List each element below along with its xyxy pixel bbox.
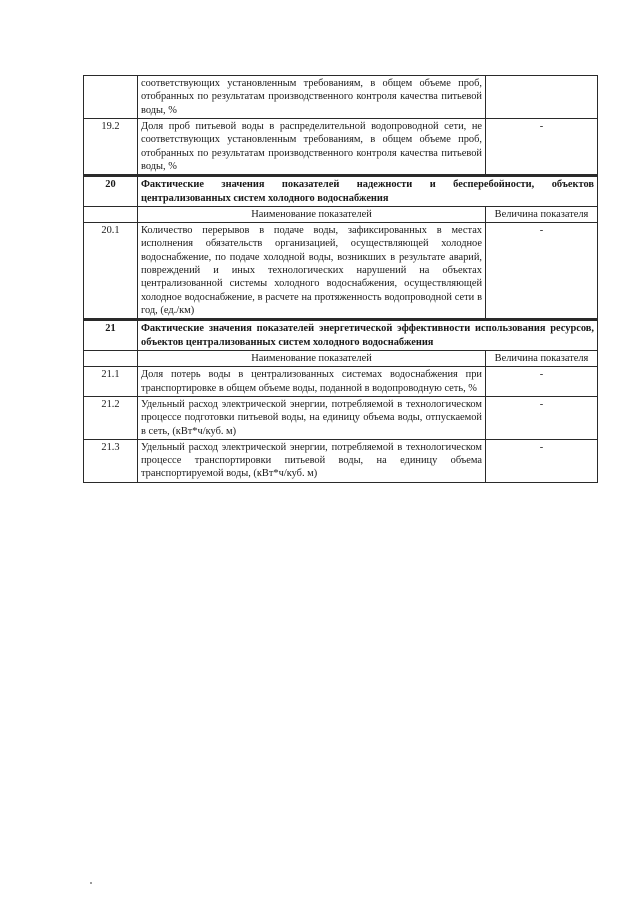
scan-speck bbox=[90, 882, 92, 884]
row-number: 20.1 bbox=[84, 223, 138, 320]
column-header-name: Наименование показателей bbox=[138, 350, 486, 366]
indicator-row bbox=[84, 76, 598, 119]
section-header-row bbox=[84, 320, 598, 351]
section-header-row bbox=[84, 176, 598, 207]
indicator-row bbox=[84, 223, 598, 320]
section-number: 20 bbox=[84, 176, 138, 207]
column-header-row bbox=[84, 206, 598, 222]
indicator-row bbox=[84, 367, 598, 397]
indicator-description: Количество перерывов в подаче воды, зафиксированных в местах исполнения обязательств организацией, осуществляющей холодное водоснабжение, по подаче холодной воды, возникших в результате аварий, повреждений и иных технологических нарушений на объектах централизованной системы холодного водоснабжения, осуществляющей холодное водоснабжение, в расчете на протяженность водопроводной сети в год, (ед./км) bbox=[138, 223, 486, 320]
row-number: 21.1 bbox=[84, 367, 138, 397]
indicator-description: Удельный расход электрической энергии, потребляемой в технологическом процессе транспортировки питьевой воды, на единицу объема транспортируемой воды, (кВт*ч/куб. м) bbox=[138, 439, 486, 482]
indicator-value bbox=[486, 76, 598, 119]
indicator-value: - bbox=[486, 439, 598, 482]
column-header-value: Величина показателя bbox=[486, 206, 598, 222]
indicator-description: Доля потерь воды в централизованных системах водоснабжения при транспортировке в общем объеме воды, поданной в водопроводную сеть, % bbox=[138, 367, 486, 397]
indicator-row bbox=[84, 118, 598, 175]
indicators-table-body bbox=[84, 76, 598, 483]
row-number bbox=[84, 76, 138, 119]
indicator-description: Доля проб питьевой воды в распределительной водопроводной сети, не соответствующих установленным требованиям, в общем объеме проб, отобранных по результатам производственного контроля качества питьевой воды, % bbox=[138, 118, 486, 175]
section-title: Фактические значения показателей надежности и бесперебойности, объектов централизованных систем холодного водоснабжения bbox=[138, 176, 598, 207]
indicator-value: - bbox=[486, 223, 598, 320]
column-header-blank bbox=[84, 206, 138, 222]
indicators-table bbox=[83, 75, 598, 483]
indicator-description: Удельный расход электрической энергии, потребляемой в технологическом процессе подготовки питьевой воды, на единицу объема воды, отпускаемой в сеть, (кВт*ч/куб. м) bbox=[138, 396, 486, 439]
indicator-value: - bbox=[486, 118, 598, 175]
indicator-description: соответствующих установленным требованиям, в общем объеме проб, отобранных по результатам производственного контроля качества питьевой воды, % bbox=[138, 76, 486, 119]
section-title: Фактические значения показателей энергетической эффективности использования ресурсов, объектов централизованных систем холодного водоснабжения bbox=[138, 320, 598, 351]
column-header-blank bbox=[84, 350, 138, 366]
row-number: 19.2 bbox=[84, 118, 138, 175]
column-header-row bbox=[84, 350, 598, 366]
column-header-name: Наименование показателей bbox=[138, 206, 486, 222]
row-number: 21.3 bbox=[84, 439, 138, 482]
indicator-row bbox=[84, 439, 598, 482]
section-number: 21 bbox=[84, 320, 138, 351]
indicator-row bbox=[84, 396, 598, 439]
row-number: 21.2 bbox=[84, 396, 138, 439]
indicator-value: - bbox=[486, 396, 598, 439]
column-header-value: Величина показателя bbox=[486, 350, 598, 366]
indicator-value: - bbox=[486, 367, 598, 397]
